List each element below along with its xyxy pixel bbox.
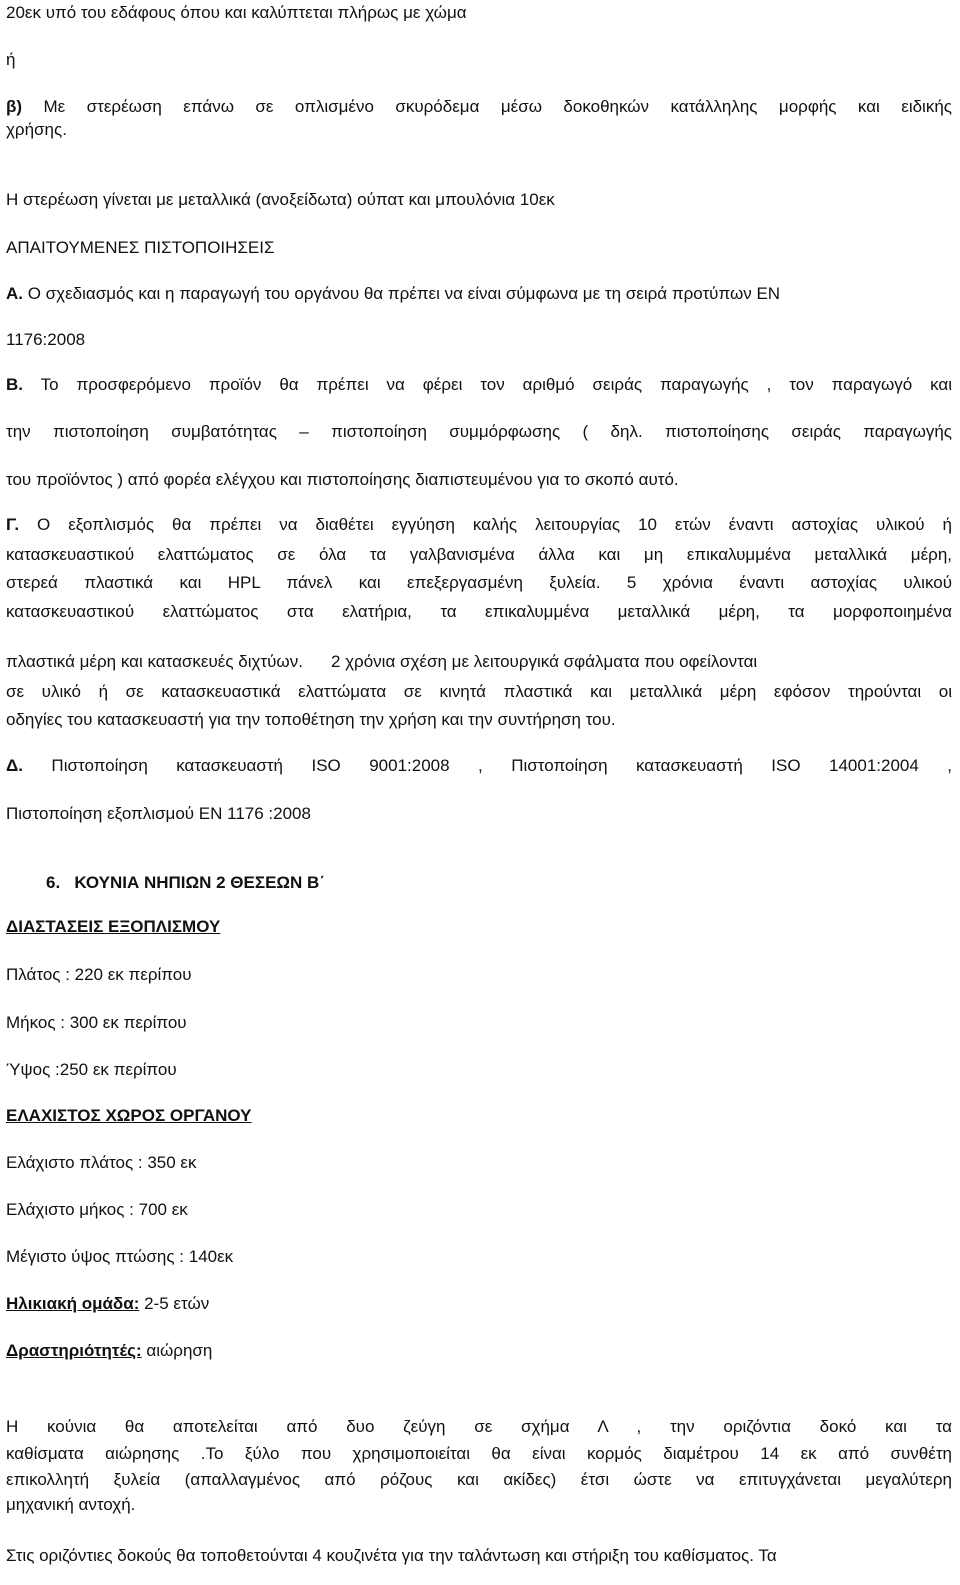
cert-d-label: Δ. [6,756,23,775]
max-fall-height: Μέγιστο ύψος πτώσης : 140εκ [6,1247,234,1266]
desc-last-line: Στις οριζόντιες δοκούς θα τοποθετούνται 4 κουζινέτα για την ταλάντωση και στήριξη του καθίσματος. Τα [6,1546,777,1565]
intro-b-line-2: χρήσης. [6,120,67,139]
cert-a-label: Α. [6,284,23,303]
desc-line-2: καθίσματα αιώρησης .Το ξύλο που χρησιμοποιείται θα είναι κορμός διαμέτρου 14 εκ από συνθέτη [6,1444,952,1463]
cert-c-line-1: Γ. Ο εξοπλισμός θα πρέπει να διαθέτει εγγύηση καλής λειτουργίας 10 ετών έναντι αστοχίας υλικού ή [6,515,952,534]
dim-length: Μήκος : 300 εκ περίπου [6,1013,187,1032]
dims-heading: ΔΙΑΣΤΑΣΕΙΣ ΕΞΟΠΛΙΣΜΟΥ [6,917,221,936]
intro-fixing: Η στερέωση γίνεται με μεταλλικά (ανοξείδωτα) ούπατ και μπουλόνια 10εκ [6,190,555,209]
min-length: Ελάχιστο μήκος : 700 εκ [6,1200,188,1219]
activities-label: Δραστηριότητές: [6,1341,142,1360]
dim-height: Ύψος :250 εκ περίπου [6,1060,177,1079]
intro-line-1: 20εκ υπό του εδάφους όπου και καλύπτεται πλήρως με χώμα [6,3,467,22]
desc-line-4: μηχανική αντοχή. [6,1495,136,1514]
cert-c-line-5: πλαστικά μέρη και κατασκευές διχτύων. 2 χρόνια σχέση με λειτουργικά σφάλματα που οφείλονται [6,652,758,671]
cert-b-line-3: του προϊόντος ) από φορέα ελέγχου και πιστοποίησης διαπιστευμένου για το σκοπό αυτό. [6,470,679,489]
intro-or: ή [6,50,16,69]
certs-heading: ΑΠΑΙΤΟΥΜΕΝΕΣ ΠΙΣΤΟΠΟΙΗΣΕΙΣ [6,238,275,257]
intro-b-label: β) [6,97,23,116]
desc-line-1: Η κούνια θα αποτελείται από δυο ζεύγη σε σχήμα Λ , την οριζόντια δοκό και τα [6,1417,952,1436]
item-number: 6. [46,873,61,892]
cert-a-line-2: 1176:2008 [6,330,86,349]
cert-c-label: Γ. [6,515,20,534]
min-width: Ελάχιστο πλάτος : 350 εκ [6,1153,197,1172]
age-group-label: Ηλικιακή ομάδα: [6,1294,140,1313]
cert-c-line-7: οδηγίες του κατασκευαστή για την τοποθέτηση την χρήση και την συντήρηση του. [6,710,616,729]
space-heading: ΕΛΑΧΙΣΤΟΣ ΧΩΡΟΣ ΟΡΓΑΝΟΥ [6,1106,252,1125]
intro-b-line-1: β) Με στερέωση επάνω σε οπλισμένο σκυρόδεμα μέσω δοκοθηκών κατάλληλης μορφής και ειδικής [6,97,952,116]
cert-b-label: Β. [6,375,23,394]
cert-d-line-2: Πιστοποίηση εξοπλισμού ΕΝ 1176 :2008 [6,804,311,823]
activities: Δραστηριότητές: αιώρηση [6,1341,213,1360]
cert-c-line-6: σε υλικό ή σε κατασκευαστικά ελαττώματα σε κινητά πλαστικά και μεταλλικά μέρη εφόσον τηρούνται οι [6,682,952,701]
desc-line-3: επικολλητή ξυλεία (απαλλαγμένος από ρόζους και ακίδες) έτσι ώστε να επιτυγχάνεται μεγαλύτερη [6,1470,952,1489]
cert-d-line-1: Δ. Πιστοποίηση κατασκευαστή ISO 9001:2008 , Πιστοποίηση κατασκευαστή ISO 14001:2004 , [6,756,952,775]
item-title: 6. ΚΟΥΝΙΑ ΝΗΠΙΩΝ 2 ΘΕΣΕΩΝ Β΄ [46,873,325,892]
cert-c-line-3: στερεά πλαστικά και HPL πάνελ και επεξεργασμένη ξυλεία. 5 χρόνια έναντι αστοχίας υλικού [6,573,952,592]
cert-b-line-2: την πιστοποίηση συμβατότητας – πιστοποίηση συμμόρφωσης ( δηλ. πιστοποίησης σειράς παραγωγής [6,422,952,441]
age-group: Ηλικιακή ομάδα: 2-5 ετών [6,1294,210,1313]
cert-b-line-1: Β. Το προσφερόμενο προϊόν θα πρέπει να φέρει τον αριθμό σειράς παραγωγής , τον παραγωγό και [6,375,952,394]
cert-a-line-1: Α. Ο σχεδιασμός και η παραγωγή του οργάνου θα πρέπει να είναι σύμφωνα με τη σειρά προτύπων ΕΝ [6,284,781,303]
cert-c-line-4: κατασκευαστικού ελαττώματος στα ελατήρια, τα επικαλυμμένα μεταλλικά μέρη, τα μορφοποιημένα [6,602,952,621]
cert-c-line-2: κατασκευαστικού ελαττώματος σε όλα τα γαλβανισμένα άλλα και μη επικαλυμμένα μεταλλικά μέρη, [6,545,952,564]
dim-width: Πλάτος : 220 εκ περίπου [6,965,192,984]
